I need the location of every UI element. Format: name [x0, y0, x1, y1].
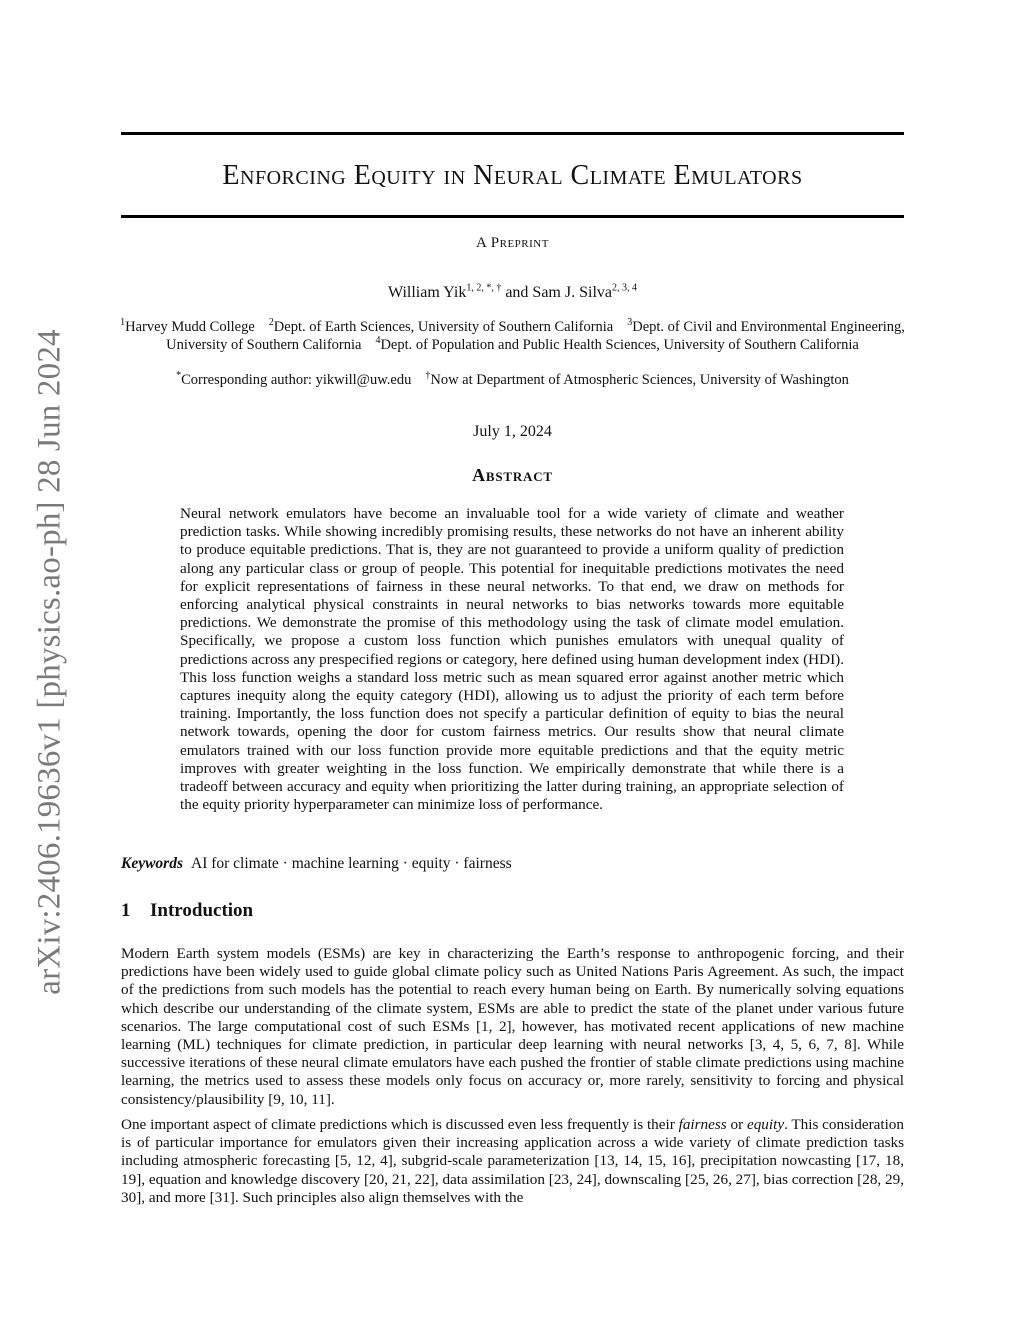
corresponding-mark: *: [176, 370, 182, 382]
now-at-mark: †: [425, 370, 431, 382]
section-title: Introduction: [150, 900, 254, 921]
paper-title: Enforcing Equity in Neural Climate Emulators: [222, 160, 803, 191]
para2-text-b: . This consideration is of particular importance for emulators given their increasing application across a wide variety of climate prediction tasks including atmospheric forecasting [5, 12, 4], subgrid-scale parameterization [13, 14, 15, 16], precipitation nowcasting [17, 18, 19], equation and knowledge discovery [20, 21, 22], data assimilation [23, 24], downscaling [25, 26, 27], bias correction [28, 29, 30], and more [31]. Such principles also align themselves with the: [121, 1116, 904, 1206]
affil-1: Harvey Mudd College: [125, 319, 255, 335]
corresponding-author-note: Corresponding author: yikwill@uw.edu: [181, 372, 412, 388]
author-notes: [121, 372, 904, 389]
keywords-list: AI for climate · machine learning · equity · fairness: [191, 855, 512, 872]
preprint-label: A Preprint: [476, 235, 549, 251]
keywords-label: Keywords: [121, 855, 183, 872]
title-rule-top: [121, 132, 904, 135]
para2-text-a: One important aspect of climate predictions which is discussed even less frequently is their: [121, 1116, 679, 1133]
author-1-name: William Yik: [388, 284, 467, 301]
para2-equity: equity: [746, 1116, 785, 1133]
keywords-line: [121, 855, 904, 873]
author-line: [121, 284, 904, 302]
affil-2: Dept. of Earth Sciences, University of Southern California: [273, 319, 614, 335]
abstract-text: Neural network emulators have become an invaluable tool for a wide variety of climate and weather prediction tasks. While showing incredibly promising results, these networks do not have an inherent ability to produce equitable predictions. That is, they are not guaranteed to provide a uniform quality of prediction along any particular class or group of people. This potential for inequitable predictions motivates the need for explicit representations of fairness in these neural networks. To that end, we draw on methods for enforcing analytical physical constraints in neural networks to bias networks towards more equitable predictions. We demonstrate the promise of this methodology using the task of climate model emulation. Specifically, we propose a custom loss function which punishes emulators with unequal quality of predictions across any prespecified regions or category, here defined using human development index (HDI). This loss function weighs a standard loss metric such as mean squared error against another metric which captures inequity along the equity category (HDI), allowing us to adjust the priority of each term before training. Importantly, the loss function does not specify a particular definition of equity to bias the neural network towards, opening the door for custom fairness metrics. Our results show that neural climate emulators trained with our loss function provide more equitable predictions and that the equity metric improves with greater weighting in the loss function. We empirically demonstrate that while there is a tradeoff between accuracy and equity when prioritizing the latter during training, an appropriate selection of the equity priority hyperparameter can minimize loss of performance.: [180, 505, 844, 814]
author-2-name: Sam J. Silva: [532, 284, 612, 301]
abstract-heading: Abstract: [472, 465, 553, 485]
affiliations: [116, 318, 909, 354]
para2-fairness: fairness: [678, 1116, 727, 1133]
author-1-marks: 1, 2, *, †: [466, 282, 502, 294]
section-number: 1: [121, 900, 131, 921]
affil-3: Dept. of Civil and Environmental Engineering, University of Southern California: [166, 319, 905, 353]
affil-4-mark: 4: [375, 335, 381, 347]
intro-paragraph-1: Modern Earth system models (ESMs) are key in characterizing the Earth’s response to anthropogenic forcing, and their predictions have been widely used to guide global climate policy such as United Nations Paris Agreement. As such, the impact of the predictions from such models has the potential to reach every human being on Earth. By numerically solving equations which describe our understanding of the climate system, ESMs are able to predict the state of the planet under various future scenarios. The large computational cost of such ESMs [1, 2], however, has motivated recent applications of new machine learning (ML) techniques for climate prediction, in particular deep learning with neural networks [3, 4, 5, 6, 7, 8]. While successive iterations of these neural climate emulators have each pushed the frontier of stable climate predictions using machine learning, the metrics used to assess these models only focus on accuracy or, more rarely, sensitivity to forcing and physical consistency/plausibility [9, 10, 11].: [121, 945, 904, 1108]
affil-1-mark: 1: [120, 317, 126, 329]
title-rule-bottom: [121, 215, 904, 218]
now-at-note: Now at Department of Atmospheric Sciences, University of Washington: [430, 372, 849, 388]
author-and: and: [505, 284, 529, 301]
affil-2-mark: 2: [268, 317, 274, 329]
affil-4: Dept. of Population and Public Health Sciences, University of Southern California: [380, 337, 859, 353]
arxiv-identifier: arXiv:2406.19636v1 [physics.ao-ph] 28 Jun 2024: [31, 329, 68, 995]
para2-or: or: [726, 1116, 747, 1133]
affil-3-mark: 3: [627, 317, 633, 329]
section-heading-introduction: [121, 900, 253, 922]
author-2-marks: 2, 3, 4: [611, 282, 637, 294]
publication-date: July 1, 2024: [473, 423, 552, 440]
intro-paragraph-2: [121, 1116, 904, 1207]
